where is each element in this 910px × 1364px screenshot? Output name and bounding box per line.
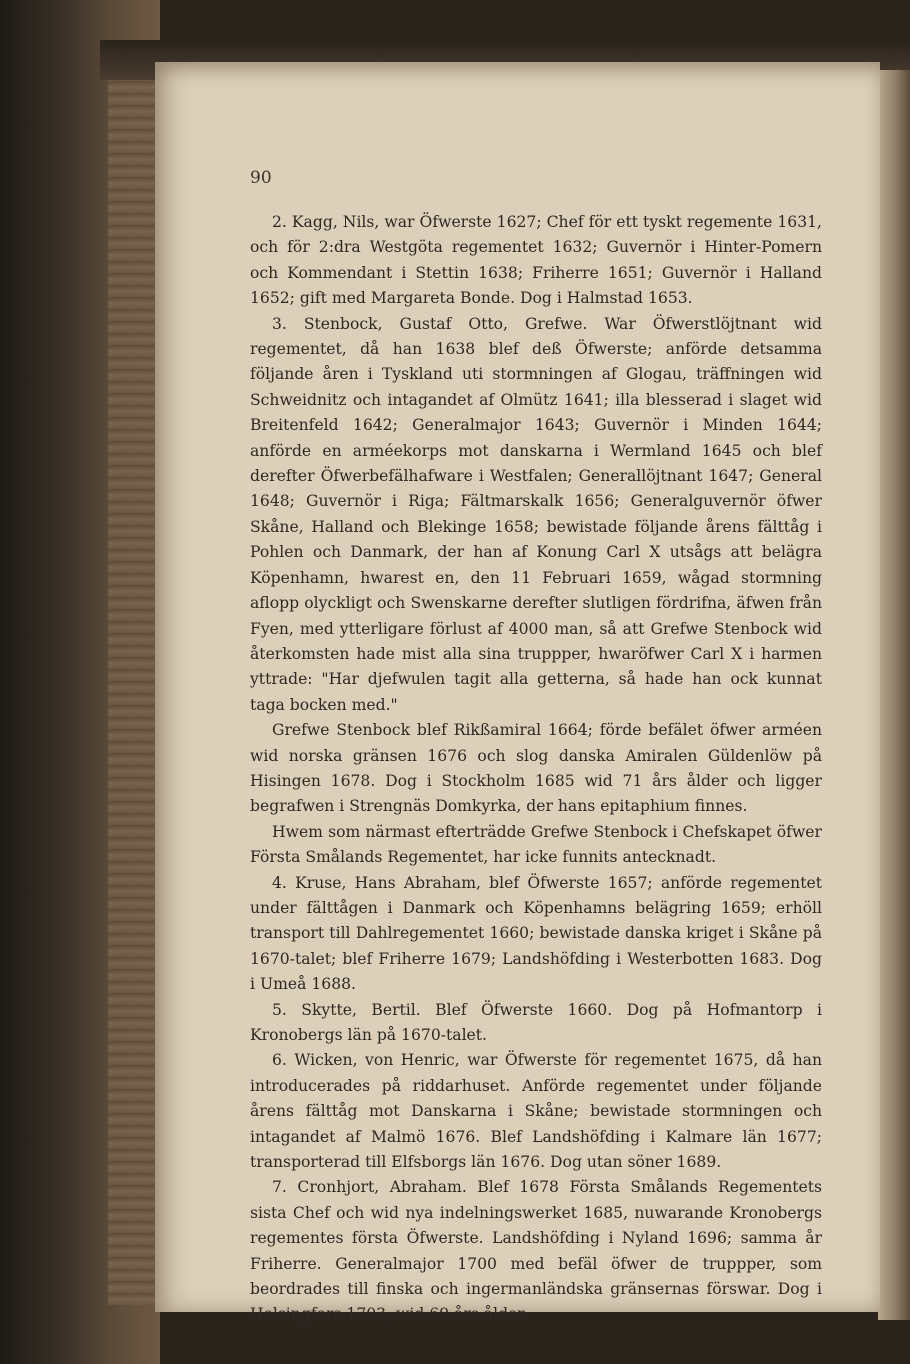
entry-cronhjort: 7. Cronhjort, Abraham. Blef 1678 Första Smålands Regementets sista Chef och wid nya indelningswerket 1685, nuwarande Kronobergs regementes första Öfwerste. Landshöfding i Nyland 1696; samma år Friherre. Generalmajor 1700 med befäl öfwer de truppper, som beordrades till finska och ingermanländska gränsernas förswar. Dog i Helsingfors 1703, wid 69 års ålder. xyxy=(250,1178,822,1324)
page-text xyxy=(250,210,822,1328)
entry-kagg: 2. Kagg, Nils, war Öfwerste 1627; Chef för ett tyskt regemente 1631, och för 2:dra Westgöta regementet 1632; Guvernör i Hinter-Pomern och Kommendant i Stettin 1638; Friherre 1651; Guvernör i Halland 1652; gift med Margareta Bonde. Dog i Halmstad 1653. xyxy=(250,213,822,308)
entry-kruse: 4. Kruse, Hans Abraham, blef Öfwerste 1657; anförde regementet under fälttågen i Danmark och Köpenhamns belägring 1659; erhöll transport till Dahlregementet 1660; bewistade danska kriget i Skåne på 1670-talet; blef Friherre 1679; Landshöfding i Westerbotten 1683. Dog i Umeå 1688. xyxy=(250,873,822,994)
entry-stenbock: 3. Stenbock, Gustaf Otto, Grefwe. War Öfwerstlöjtnant wid regementet, då han 1638 blef deß Öfwerste; anförde detsamma följande åren i Tyskland uti stormningen af Glogau, träffningen wid Schweidnitz och intagandet af Olmütz 1641; illa blesserad i slaget wid Breitenfeld 1642; Generalmajor 1643; Guvernör i Minden 1644; anförde en arméekorps mot danskarna i Wermland 1645 och blef derefter Öfwerbefälhafware i Westfalen; Generallöjtnant 1647; General 1648; Guvernör i Riga; Fältmarskalk 1656; Generalguvernör öfwer Skåne, Halland och Blekinge 1658; bewistade följande årens fälttåg i Pohlen och Danmark, der han af Konung Carl X utsågs att belägra Köpenhamn, hwarest en, den 11 Februari 1659, wågad stormning aflopp olyckligt och Swenskarne derefter slutligen fördrifna, äfwen från Fyen, med ytterligare förlust af 4000 man, så att Grefwe Stenbock wid återkomsten hade mist alla sina truppper, hwaröfwer Carl X i harmen yttrade: "Har djefwulen tagit alla getterna, så hade han ock kunnat taga bocken med." xyxy=(250,314,822,714)
page-number: 90 xyxy=(250,168,272,188)
entry-skytte: 5. Skytte, Bertil. Blef Öfwerste 1660. Dog på Hofmantorp i Kronobergs län på 1670-talet. xyxy=(250,1000,822,1044)
entry-wicken: 6. Wicken, von Henric, war Öfwerste för regementet 1675, då han introducerades på riddarhuset. Anförde regementet under följande årens fälttåg mot Danskarna i Skåne; bewistade stormningen och intagandet af Malmö 1676. Blef Landshöfding i Kalmare län 1677; transporterad till Elfsborgs län 1676. Dog utan söner 1689. xyxy=(250,1051,822,1172)
note-successor: Hwem som närmast efterträdde Grefwe Stenbock i Chefskapet öfwer Första Smålands Regementet, har icke funnits antecknadt. xyxy=(250,822,822,867)
book-cover-strip xyxy=(108,55,156,1305)
entry-stenbock-continued: Grefwe Stenbock blef Rikßamiral 1664; förde befälet öfwer arméen wid norska gränsen 1676 och slog danska Amiralen Güldenlöw på Hisingen 1678. Dog i Stockholm 1685 wid 71 års ålder och ligger begrafwen i Strengnäs Domkyrka, der hans epitaphium finnes. xyxy=(250,721,822,816)
page-stack-edge xyxy=(878,70,910,1320)
